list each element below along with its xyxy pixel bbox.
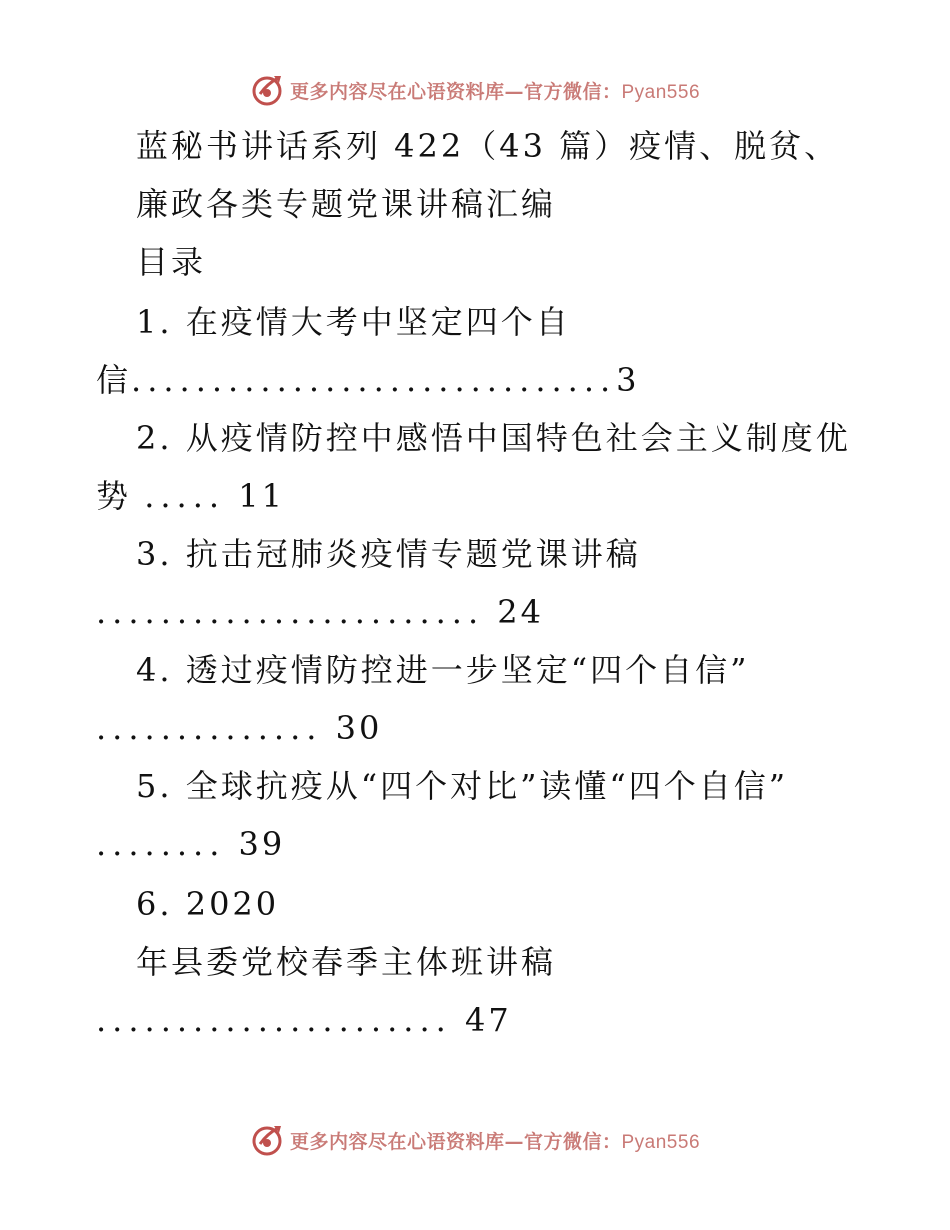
toc-entry-1-dots: ..............................: [131, 361, 617, 399]
toc-entry-1-leader: 信..............................3: [96, 361, 640, 399]
document-title-line-2: 廉政各类专题党课讲稿汇编: [136, 185, 557, 223]
toc-entry-3-page: 24: [497, 593, 545, 631]
toc-entry-5-page: 39: [238, 825, 286, 863]
toc-entry-6-title-cont: 年县委党校春季主体班讲稿: [136, 943, 557, 981]
toc-entry-3-leader: [96, 592, 544, 632]
toc-entry-1-page: 3: [616, 361, 640, 399]
toc-entry-6-title: 6. 2020: [136, 885, 280, 923]
toc-entry-6-page: 47: [464, 1001, 512, 1039]
toc-entry-5-title: 5. 全球抗疫从“四个对比”读懂“四个自信”: [136, 767, 789, 805]
toc-heading: 目录: [136, 243, 207, 281]
toc-entry-2-page: 11: [238, 477, 285, 515]
toc-entry-3-dots: ........................: [96, 593, 485, 631]
toc-entry-4-title: 4. 透过疫情防控进一步坚定“四个自信”: [136, 651, 750, 689]
toc-entry-6-dots: ......................: [96, 1001, 452, 1039]
toc-entry-2-leader: 势 ..... 11: [96, 477, 285, 515]
toc-entry-6-leader: [96, 1000, 512, 1040]
header-watermark: [0, 70, 950, 110]
document-title-line-1: 蓝秘书讲话系列 422（43 篇）疫情、脱贫、: [136, 127, 840, 165]
toc-entry-5-dots: ........: [96, 825, 226, 863]
logo-icon: [250, 72, 286, 108]
toc-entry-3-title: 3. 抗击冠肺炎疫情专题党课讲稿: [136, 535, 641, 573]
toc-entry-2-dots: .....: [144, 477, 226, 515]
watermark-text: 更多内容尽在心语资料库—官方微信：Pyan556: [289, 80, 701, 103]
toc-entry-5-leader: [96, 824, 285, 864]
logo-icon: [250, 1122, 286, 1158]
watermark-text: 更多内容尽在心语资料库—官方微信：Pyan556: [289, 1130, 701, 1153]
toc-entry-4-dots: ..............: [96, 709, 323, 747]
toc-entry-4-page: 30: [335, 709, 383, 747]
toc-entry-4-leader: [96, 708, 382, 748]
footer-watermark: [0, 1120, 950, 1160]
toc-entry-2-title: 2. 从疫情防控中感悟中国特色社会主义制度优: [136, 419, 851, 457]
toc-entry-1-title: 1. 在疫情大考中坚定四个自: [136, 303, 571, 341]
